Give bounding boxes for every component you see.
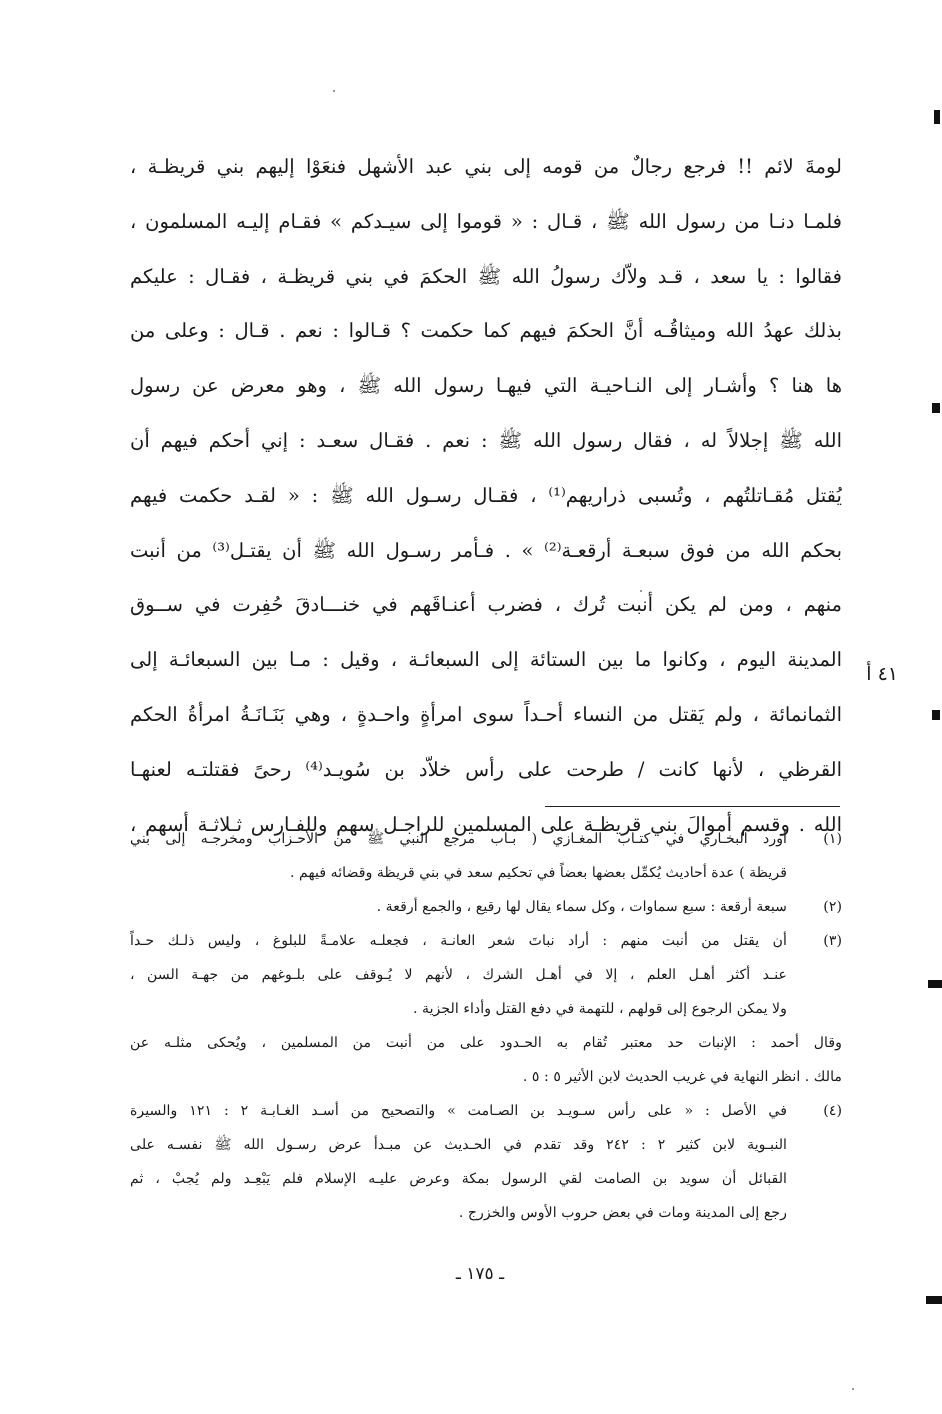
main-text-line: بذلك عهدُ الله وميثاقُـه أنَّ الحكمَ فيهم كما حكمت ؟ قـالوا : نعم . قـال : وعلى من [130,319,842,343]
main-text-line: الثمانمائة ، ولم يَقتل من النساء أحـداً سوى امرأةٍ واحـدةٍ ، وهي بَنَـانَـةُ امرأةُ الحكم [130,702,842,726]
main-text-line: القرظي ، لأنها كانت / طرحت على رأس خلاّد بن سُويـد⁽⁴⁾ رحىً فقتلتـه لعنهـا [130,757,842,781]
footnote-3-paragraph [130,1026,842,1094]
scan-mark [926,1296,942,1304]
footnote-line: سبعة أرقعة : سبع سماوات ، وكل سماء يقال لها رقيع ، والجمع أرقعة . [376,899,787,915]
scan-speck [852,1388,854,1390]
footnote-2 [130,890,842,924]
scan-mark [932,710,940,720]
footnote-line: وقال أحمد : الإنبات حد معتبر تُقام به الحـدود على من أنبت من المسلمين ، ويُحكى مثلـه عن [130,1035,842,1051]
page-number: ـ ١٧٥ ـ [455,1264,505,1284]
scan-mark [934,110,940,124]
footnote-number: (٣) [823,933,842,949]
footnote-4 [130,1094,842,1230]
main-text-line: منهم ، ومن لم يكن أنبت تُرك ، فضرب أعنـاقَهم في خنـــادقَ حُفِرت في ســوق [130,593,842,617]
footnote-1 [130,822,842,890]
main-text-line: يُقتل مُقـاتلتُهم ، وتُسبى ذراريهم⁽¹⁾ ، فقـال رسـول الله ﷺ : « لقـد حكمت فيهم [130,483,842,507]
footnote-line: رجع إلى المدينة ومات في بعض حروب الأوس والخزرج . [458,1205,787,1221]
footnote-line: مالك . انظر النهاية في غريب الحديث لابن الأثير ٥ : ٥ . [522,1069,842,1085]
footnotes [130,822,842,1230]
main-text [130,140,842,852]
manuscript-folio-note: ٤١ أ [866,663,898,685]
footnote-line: ولا يمكن الرجوع إلى قولهم ، للتهمة في دفع القتل وأداء الجزية . [412,1001,787,1017]
footnote-number: (٢) [823,899,842,915]
main-text-line: بحكم الله من فوق سبعـة أرقعـة⁽²⁾ » . فـأمر رسـول الله ﷺ أن يقتـل⁽³⁾ من أنبت [130,538,842,562]
footnote-line: النبـوية لابن كثير ٢ : ٢٤٢ وقد تقدم في الحـديث عن مبـدأ عرض رسـول الله ﷺ نفسـه على [130,1137,787,1153]
main-text-line: فقالوا : يا سعد ، قـد ولاّك رسولُ الله ﷺ الحكمَ في بني قريظـة ، فقـال : عليكم [130,264,842,288]
footnote-line: في الأصل : « على رأس سـويـد بن الصـامت » والتصحيح من أسـد الغـابـة ٢ : ١٢١ والسيرة [130,1103,787,1119]
footnote-3 [130,924,842,1094]
footnote-line: أن يقتل من أنبت منهم : أراد نباتَ شعر العانـة ، فجعلـه علامـةً للبلوغ ، وليس ذلـك حـداً [130,933,787,949]
footnote-line: عنـد أكثر أهـل العلم ، إلا في أهـل الشرك ، لأنهم لا يُـوقف على بلـوغهم من جهـة السن ، [130,967,787,983]
footnote-divider [545,806,840,807]
main-text-line: لومةَ لائم !! فرجع رجالٌ من قومه إلى بني عبد الأشهل فنعَوْا إليهم بني قريظـة ، [130,155,842,178]
scan-speck [333,90,335,92]
main-text-line: ها هنا ؟ وأشـار إلى النـاحيـة التي فيهـا رسول الله ﷺ ، وهو معرض عن رسول [130,374,842,398]
scan-mark [928,980,942,988]
footnote-number: (١) [823,831,842,847]
main-text-line: الله ﷺ إجلالاً له ، فقال رسول الله ﷺ : نعم . فقـال سعـد : إني أحكم فيهم أن [130,428,842,452]
scan-speck [640,590,642,592]
main-text-line: فلمـا دنـا من رسول الله ﷺ ، قـال : « قوموا إلى سيـدكم » فقـام إليـه المسلمون ، [130,209,842,233]
footnote-number: (٤) [823,1103,842,1119]
footnote-line: القبائل أن سويد بن الصامت لقي الرسول بمكة وعرض عليـه الإسلام فلم يَبْعِـد ولم يُجبْ ، ثم [130,1171,787,1187]
footnote-line: أورد البخـاري في كتـاب المغـازي ( بـاب مرجع النبي ﷺ من الأحـزاب ومخرجـه إلى بني [130,831,787,847]
main-text-line: الله . وقسم أموالَ بني قريظـة على المسلمين للراجـل سهم وللفـارس ثـلاثـة أسهم ، [130,812,842,836]
scan-mark [932,403,940,413]
main-text-line: المدينة اليوم ، وكانوا ما بين الستائة إلى السبعائـة ، وقيل : مـا بين السبعائـة إلى [130,648,842,672]
footnote-line: قريظة ) عدة أحاديث يُكمِّل بعضها بعضاً في تحكيم سعد في بني قريظة وقضائه فيهم . [290,865,787,881]
